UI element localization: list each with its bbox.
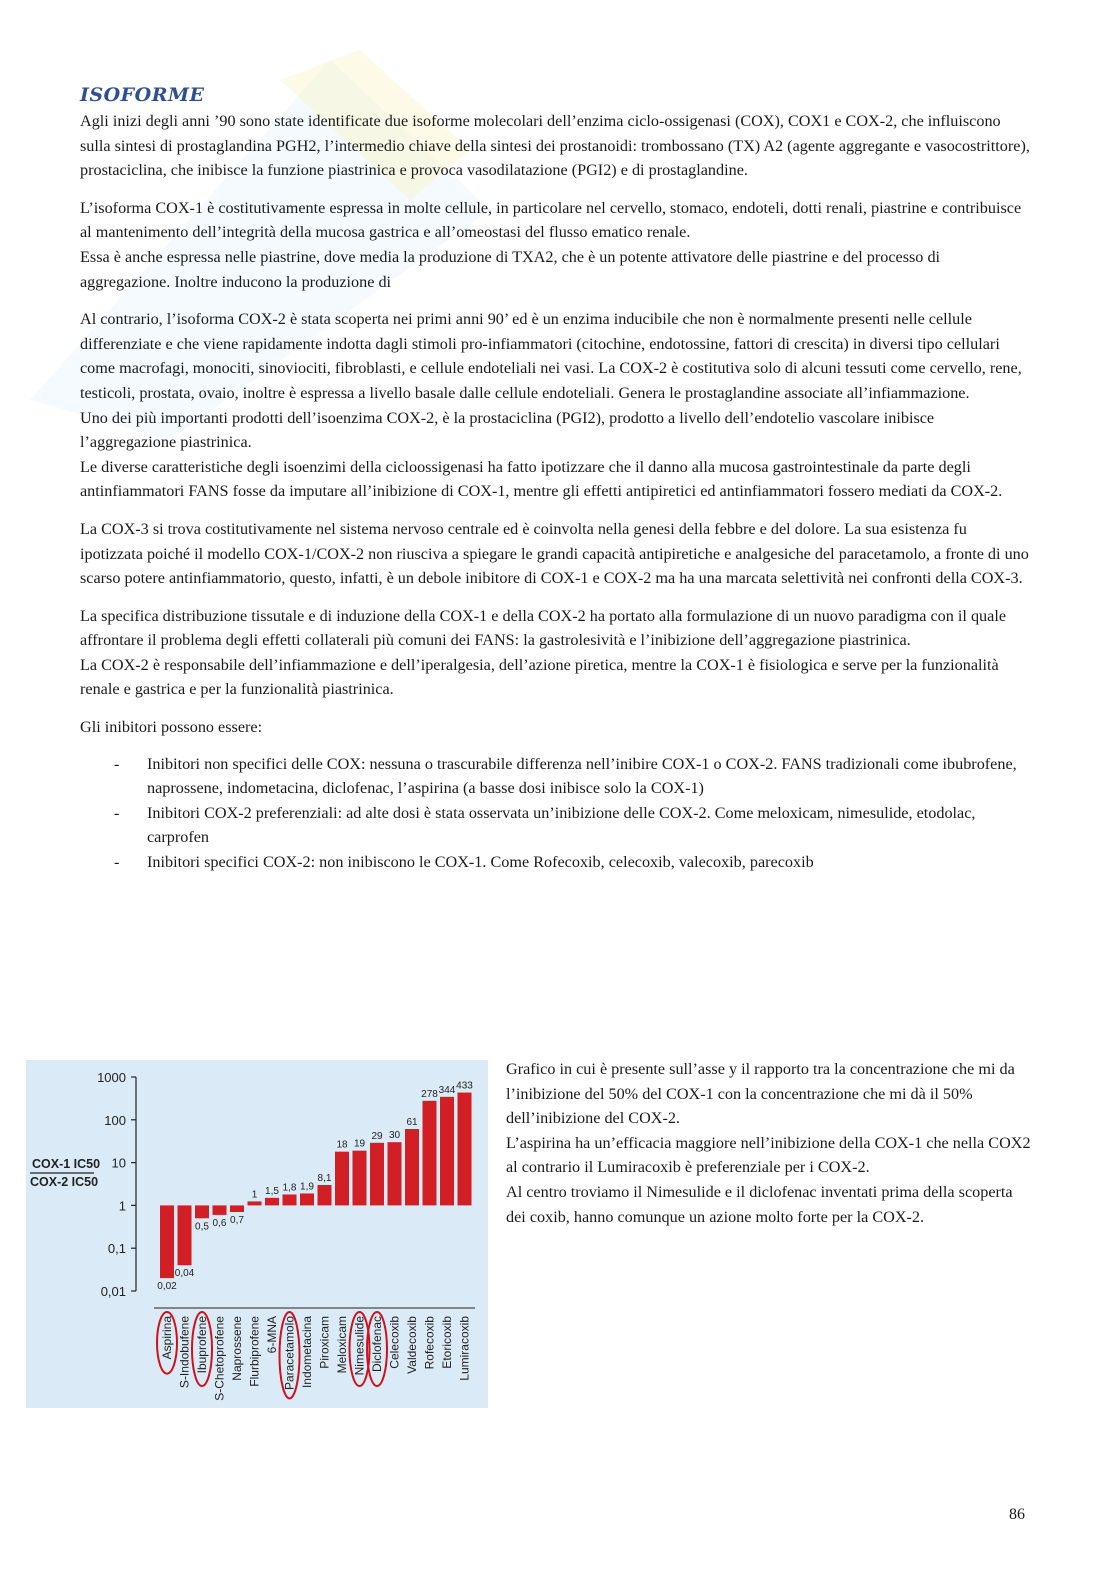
bar-value-label: 30 — [388, 1130, 401, 1142]
paragraph-distribution-a: La specifica distribuzione tissutale e di induzione della COX-1 e della COX-2 ha portato alla formulazione di un nuovo paradigma con il quale affrontare il problema degli effetti collaterali più comuni dei FANS: la gastrolesività e l’inibizione dell’aggregazione piastrinica. — [80, 606, 1006, 650]
bar-value-label: 344 — [438, 1084, 456, 1096]
paragraph-inhibitors-intro: Gli inibitori possono essere: — [80, 718, 263, 737]
caption-line-1: Grafico in cui è presente sull’asse y il rapporto tra la concentrazione che mi da l’inibizione del 50% del COX-1 con la concentrazione che mi dà il 50% dell’inibizione del COX-2. — [506, 1060, 1015, 1128]
x-category-label: Lumiracoxib — [457, 1316, 472, 1381]
x-category-label: Piroxicam — [317, 1316, 332, 1369]
bar — [160, 1205, 174, 1278]
x-category-label: Paracetamolo — [282, 1316, 297, 1391]
y-axis-label-numerator: COX-1 IC50 — [32, 1157, 101, 1171]
x-category-label: Aspirina — [160, 1316, 174, 1360]
bar-value-label: 18 — [336, 1139, 348, 1151]
paragraph-cox1-b: Essa è anche espressa nelle piastrine, dove media la produzione di TXA2, che è un potente attivatore delle piastrine e del processo di aggregazione. Inoltre inducono la produzione di — [80, 247, 941, 291]
y-tick-label: 0,1 — [107, 1241, 126, 1257]
bar-value-label: 61 — [406, 1116, 418, 1128]
paragraph-cox2-c: Le diverse caratteristiche degli isoenzimi della cicloossigenasi ha fatto ipotizzare che il danno alla mucosa gastrointestinale da parte degli antinfiammatori FANS fosse da imputare all’inibizione di COX-1, mentre gli effetti antipiretici ed antinfiammatori fossero mediati da COX-2. — [80, 457, 1003, 501]
bar-value-label: 1,9 — [300, 1181, 314, 1193]
paragraph-cox2-b: Uno dei più importanti prodotti dell’isoenzima COX-2, è la prostaciclina (PGI2), prodotto a livello dell’endotelio vascolare inibisce l’aggregazione piastrinica. — [80, 408, 935, 452]
caption-line-3: Al centro troviamo il Nimesulide e il diclofenac inventati prima della scoperta dei coxib, hanno comunque un azione molto forte per la COX-2. — [506, 1182, 1013, 1226]
bar-value-label: 1 — [251, 1189, 258, 1201]
bar — [230, 1205, 244, 1212]
bar — [423, 1101, 437, 1206]
bar-value-label: 1,8 — [282, 1182, 297, 1194]
bar — [283, 1194, 297, 1205]
x-category-label: S-Indobufene — [177, 1316, 192, 1389]
paragraph-distribution-b: La COX-2 è responsabile dell’infiammazione e dell’iperalgesia, dell’azione piretica, mentre la COX-1 è fisiologica e serve per la funzionalità renale e gastrica e per la funzionalità piastrinica. — [80, 655, 999, 699]
list-item: - Inibitori non specifici delle COX: nessuna o trascurabile differenza nell’inibire COX-1 o COX-2. FANS tradizionali come ibubrofene, naprossene, indometacina, diclofenac, l’aspirina (a basse dosi inibisce solo la COX-1) — [114, 752, 1030, 801]
bar — [195, 1205, 209, 1218]
x-category-label: Flurbiprofene — [247, 1316, 262, 1387]
x-category-label: Indometacina — [300, 1316, 314, 1389]
list-item: - Inibitori specifici COX-2: non inibiscono le COX-1. Come Rofecoxib, celecoxib, valecoxib, parecoxib — [114, 850, 1030, 875]
chart-caption — [506, 1057, 1031, 1229]
x-category-label: Valdecoxib — [405, 1316, 419, 1374]
bar-value-label: 1,5 — [265, 1185, 279, 1197]
bar — [335, 1152, 349, 1206]
bar-value-label: 0,6 — [212, 1217, 227, 1229]
x-category-label: Etoricoxib — [440, 1316, 454, 1369]
x-category-label: Celecoxib — [387, 1316, 402, 1369]
bar — [248, 1201, 262, 1205]
bar-value-label: 0,5 — [195, 1221, 209, 1233]
bar — [353, 1151, 367, 1206]
x-category-label: Rofecoxib — [422, 1316, 437, 1370]
page-number: 86 — [1009, 1506, 1025, 1523]
chart-canvas — [26, 1060, 488, 1408]
bar-value-label: 0,7 — [230, 1215, 244, 1227]
x-category-label: Naprossene — [230, 1316, 244, 1381]
bar-value-label: 0,04 — [174, 1268, 195, 1280]
section-title: ISOFORME — [80, 84, 205, 106]
document-page — [80, 84, 1030, 875]
y-tick-label: 1000 — [97, 1070, 126, 1085]
x-category-label: S-Chetoprofene — [212, 1316, 227, 1401]
y-tick-label: 0,01 — [100, 1284, 126, 1299]
bar-value-label: 0,02 — [157, 1281, 177, 1293]
paragraph-cox1-a: L’isoforma COX-1 è costitutivamente espressa in molte cellule, in particolare nel cervello, stomaco, endoteli, dotti renali, piastrine e contribuisce al mantenimento dell’integrità della mucosa gastrica e all’omeostasi del flusso ematico renale. — [80, 198, 1022, 242]
x-category-label: Diclofenac — [370, 1316, 384, 1373]
x-category-label: Meloxicam — [335, 1316, 349, 1374]
y-axis-label-denominator: COX-2 IC50 — [30, 1175, 99, 1189]
x-category-label: Nimesulide — [352, 1316, 367, 1376]
bar — [458, 1093, 472, 1206]
bar — [318, 1185, 332, 1205]
inhibitor-list — [80, 752, 1030, 875]
list-item: - Inibitori COX-2 preferenziali: ad alte dosi è stata osservata un’inibizione delle COX-2. Come meloxicam, nimesulide, etodolac, carprofen — [114, 801, 1030, 850]
bar — [388, 1142, 402, 1205]
bar-value-label: 8,1 — [317, 1172, 332, 1184]
bar — [440, 1097, 454, 1206]
paragraph-cox3: La COX-3 si trova costitutivamente nel sistema nervoso centrale ed è coinvolta nella genesi della febbre e del dolore. La sua esistenza fu ipotizzata poiché il modello COX-1/COX-2 non riusciva a spiegare le grandi capacità antipiretiche e analgesiche del paracetamolo, a fronte di uno scarso potere antinfiammatorio, questo, infatti, è un debole inibitore di COX-1 e COX-2 ma ha una marcata selettività nei confronti della COX-3. — [80, 519, 1029, 588]
y-tick-label: 10 — [111, 1155, 126, 1171]
y-tick-label: 100 — [104, 1112, 126, 1128]
bar-value-label: 278 — [421, 1088, 438, 1100]
bar-value-label: 19 — [353, 1138, 366, 1150]
x-category-label: Ibuprofene — [195, 1316, 209, 1374]
paragraph-cox2-a: Al contrario, l’isoforma COX-2 è stata scoperta nei primi anni 90’ ed è un enzima inducibile che non è normalmente presenti nelle cellule differenziate e che viene rapidamente indotta dagli stimoli pro-infiammatori (citochine, endotossine, fattori di crescita) in diversi tipo cellulari come macrofagi, monociti, sinoviociti, fibroblasti, e cellule endoteliali nei vasi. La COX-2 è costitutiva solo di alcuni tessuti come cervello, rene, testicoli, prostata, ovaio, inoltre è espressa a livello basale dalle cellule endoteliali. Genera le prostaglandine associate all’infiammazione. — [80, 310, 1022, 402]
bar — [178, 1205, 192, 1265]
bar-value-label: 433 — [456, 1080, 473, 1092]
bar — [370, 1143, 384, 1206]
bar — [265, 1198, 279, 1206]
paragraph-intro: Agli inizi degli anni ’90 sono state identificate due isoforme molecolari dell’enzima ciclo-ossigenasi (COX), COX1 e COX-2, che influiscono sulla sintesi di prostaglandina PGH2, l’intermedio chiave della sintesi dei prostanoidi: trombossano (TX) A2 (agente aggregante e vasocostrittore), prostaciclina, che inibisce la funzione piastrinica e provoca vasodilatazione (PGI2) e di prostaglandine. — [80, 112, 1030, 180]
figure-row — [26, 1060, 1036, 1410]
x-category-label: 6-MNA — [265, 1316, 279, 1354]
bar-value-label: 29 — [371, 1130, 383, 1142]
bar — [300, 1193, 314, 1205]
bar — [405, 1129, 419, 1205]
y-tick-label: 1 — [118, 1198, 126, 1214]
caption-line-2: L’aspirina ha un’efficacia maggiore nell’inibizione della COX-1 che nella COX2 al contrario il Lumiracoxib è preferenziale per i COX-2. — [506, 1133, 1031, 1177]
bar — [213, 1205, 227, 1214]
selectivity-bar-chart — [26, 1060, 488, 1408]
